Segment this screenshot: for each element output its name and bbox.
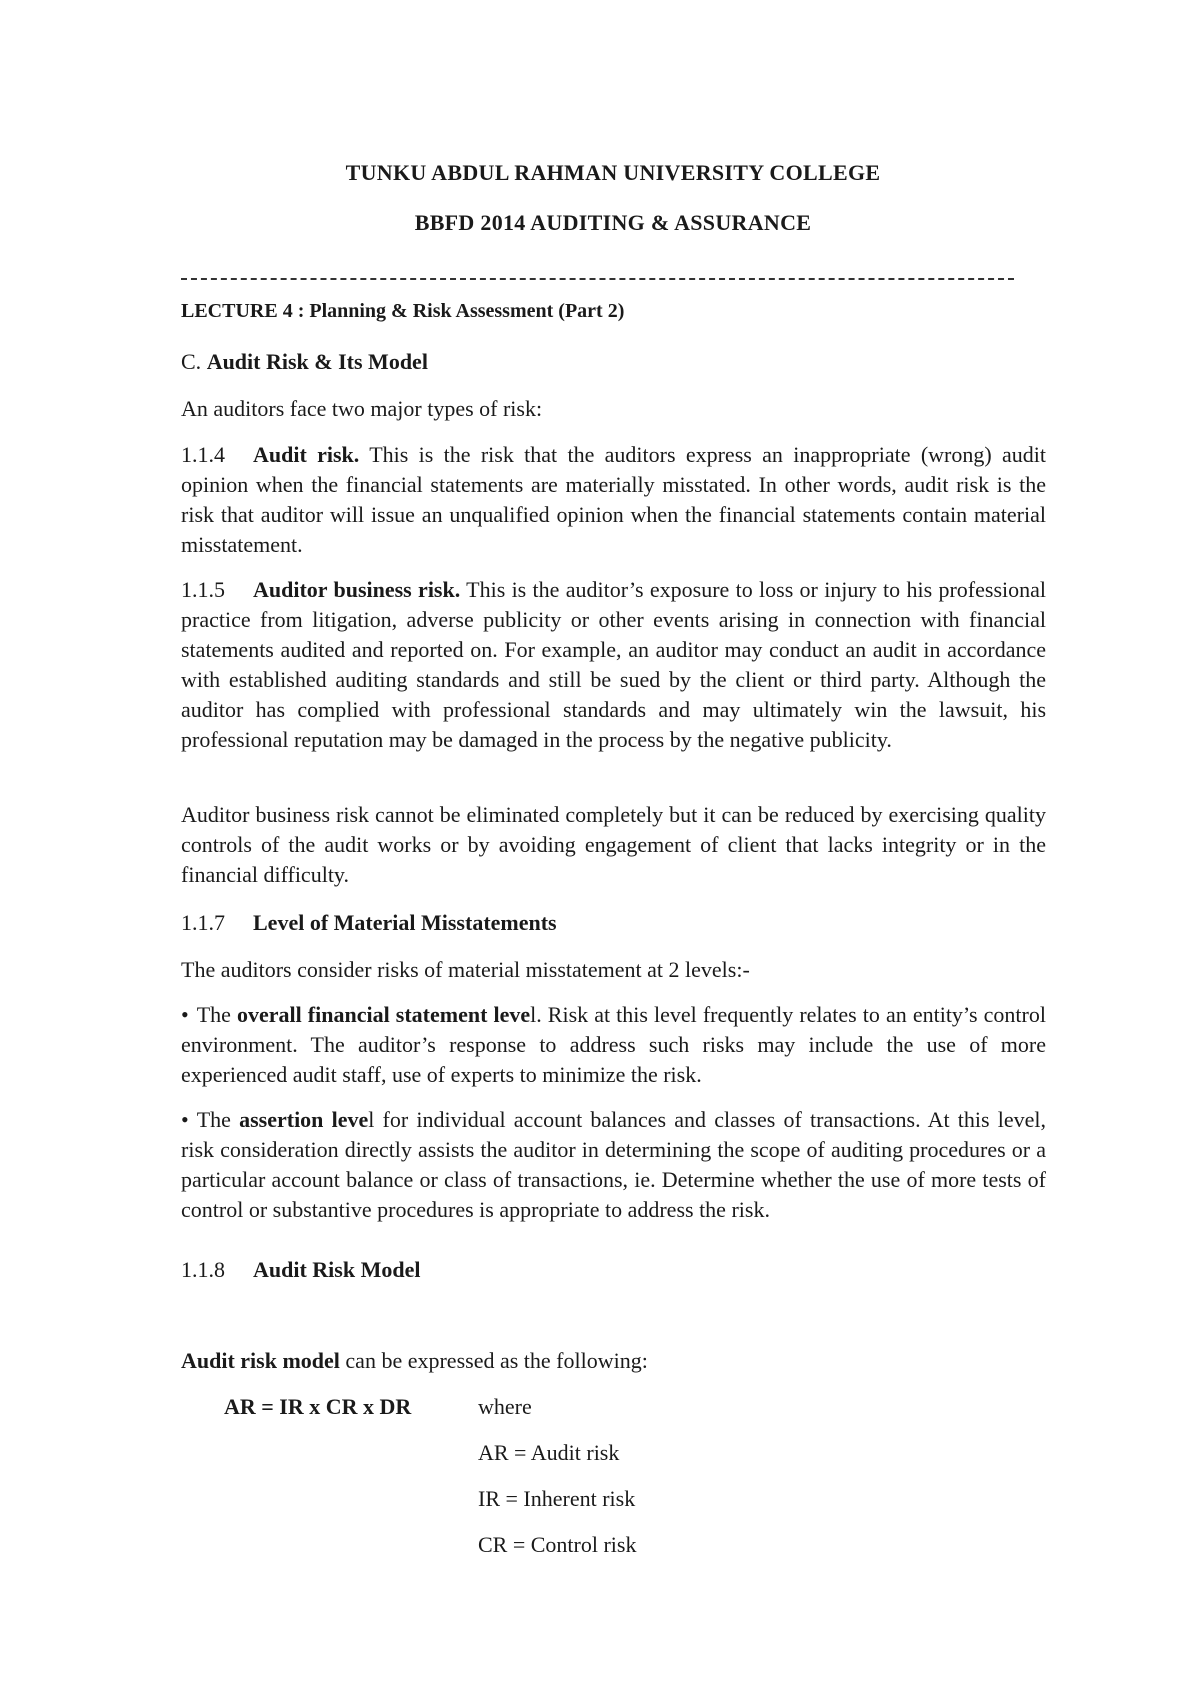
- bullet-pre: The: [196, 1107, 240, 1132]
- item-number: 1.1.7: [181, 910, 225, 935]
- item-term: Audit risk.: [253, 442, 360, 467]
- model-intro-bold: Audit risk model: [181, 1348, 340, 1373]
- section-heading: [181, 347, 428, 377]
- item-title: Audit Risk Model: [253, 1257, 421, 1282]
- bullet-overall-level: [181, 1000, 1046, 1090]
- bullet-post: l. Risk at this level frequently relates to an entity’s control environment. The auditor’s response to address such risks may include the use of more experienced audit staff, use of experts to minimize the risk.: [181, 1002, 1046, 1087]
- item-text: This is the auditor’s exposure to loss or injury to his professional practice from litigation, adverse publicity or other events arising in connection with financial statements audited and reported on. For example, an auditor may conduct an audit in accordance with established auditing standards and still be sued by the client or third party. Although the auditor has complied with professional standards and may ultimately win the lawsuit, his professional reputation may be damaged in the process by the negative publicity.: [181, 577, 1046, 752]
- item-number: 1.1.5: [181, 577, 225, 602]
- business-risk-note: Auditor business risk cannot be eliminated completely but it can be reduced by exercising quality controls of the audit works or by avoiding engagement of client that lacks integrity or in the financial difficulty.: [181, 802, 1046, 887]
- formula-equation: AR = IR x CR x DR: [224, 1394, 412, 1419]
- divider-rule: [181, 278, 1014, 280]
- bullet-pre: The: [196, 1002, 237, 1027]
- business-risk-paragraph: [181, 575, 1046, 755]
- bullet-mark: •: [181, 1107, 189, 1132]
- bullet-mark: •: [181, 1002, 189, 1027]
- lecture-title: LECTURE 4 : Planning & Risk Assessment (Part 2): [181, 300, 625, 322]
- model-intro-rest: can be expressed as the following:: [339, 1348, 648, 1373]
- model-intro: [181, 1346, 648, 1376]
- item-number: 1.1.4: [181, 442, 225, 467]
- bullet-post: l for individual account balances and classes of transactions. At this level, risk consideration directly assists the auditor in determining the scope of auditing procedures or a particular account balance or class of transactions, ie. Determine whether the use of more tests of control or substantive procedures is appropriate to address the risk.: [181, 1107, 1046, 1222]
- definition-cr: CR = Control risk: [478, 1532, 637, 1557]
- section-prefix: C.: [181, 349, 202, 374]
- intro-text: An auditors face two major types of risk:: [181, 396, 543, 421]
- bullet-bold: overall financial statement leve: [236, 1002, 531, 1027]
- item-text: This is the risk that the auditors express an inappropriate (wrong) audit opinion when the financial statements are materially misstated. In other words, audit risk is the risk that auditor will issue an unqualified opinion when the financial statements contain material misstatement.: [181, 442, 1046, 557]
- item-title: Level of Material Misstatements: [253, 910, 557, 935]
- model-heading: [181, 1255, 420, 1285]
- item-number: 1.1.8: [181, 1257, 225, 1282]
- bullet-assertion-level: [181, 1105, 1046, 1225]
- formula-where: where: [478, 1394, 532, 1419]
- audit-risk-paragraph: [181, 440, 1046, 560]
- section-title: Audit Risk & Its Model: [206, 349, 428, 374]
- definition-ar: AR = Audit risk: [478, 1440, 620, 1465]
- item-term: Auditor business risk.: [253, 577, 461, 602]
- institution-title: TUNKU ABDUL RAHMAN UNIVERSITY COLLEGE: [345, 160, 881, 185]
- bullet-bold: assertion leve: [239, 1107, 369, 1132]
- level-heading: [181, 908, 557, 938]
- course-title: BBFD 2014 AUDITING & ASSURANCE: [414, 210, 812, 235]
- definition-ir: IR = Inherent risk: [478, 1486, 636, 1511]
- levels-intro: The auditors consider risks of material misstatement at 2 levels:-: [181, 957, 750, 982]
